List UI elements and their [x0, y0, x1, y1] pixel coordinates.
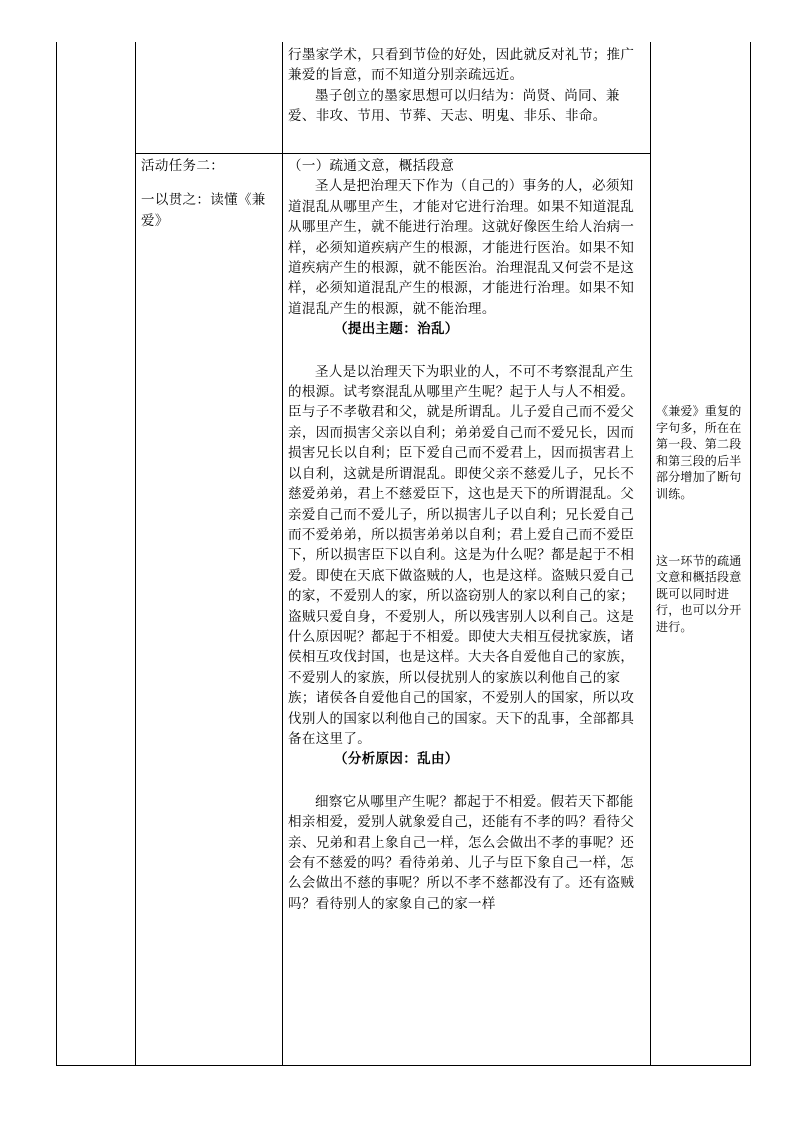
row2-notes-cell: [656, 403, 748, 636]
section-heading: （一）疏通文意，概括段意: [288, 158, 455, 174]
paragraph-2: 圣人是以治理天下为职业的人，不可不考察混乱产生的根源。试考察混乱从哪里产生呢？起于人与人不相爱。臣与子不孝敬君和父，就是所谓乱。儿子爱自己而不爱父亲，因而损害父亲以自利；弟弟爱自己而不爱兄长，因而损害兄长以自利；臣下爱自己而不爱君上，因而损害君上以自利，这就是所谓混乱。即使父亲不慈爱儿子，兄长不慈爱弟弟，君上不慈爱臣下，这也是天下的所谓混乱。父亲爱自己而不爱儿子，所以损害儿子以自利；兄长爱自己而不爱弟弟，所以损害弟弟以自利；君上爱自己而不爱臣下，所以损害臣下以自利。这是为什么呢？都是起于不相爱。即使在天底下做盗贼的人，也是这样。盗贼只爱自己的家，不爱别人的家，所以盗窃别人的家以利自己的家；盗贼只爱自身，不爱别人，所以残害别人以利自己。这是什么原因呢？都起于不相爱。即使大夫相互侵扰家族，诸侯相互攻伐封国，也是这样。大夫各自爱他自己的家族，不爱别人的家族，所以侵扰别人的家族以利他自己的家族；诸侯各自爱他自己的国家，不爱别人的国家，所以攻伐别人的国家以利他自己的国家。天下的乱事，全部都具备在这里了。: [288, 363, 635, 747]
lesson-plan-table: [56, 42, 751, 1066]
theme-heading-2: （分析原因：乱由）: [334, 751, 459, 768]
row1-continued-text: 行墨家学术，只看到节俭的好处，因此就反对礼节；推广兼爱的旨意，而不知道分别亲疏远近。: [288, 47, 635, 84]
row-divider: [135, 153, 651, 154]
note-punctuation-training: 《兼爱》重复的字句多，所在在第一段、第二段和第三段的后半部分增加了断句训练。: [656, 404, 742, 501]
activity-title: 一以贯之：读懂《兼爱》: [141, 192, 266, 229]
note-activity-timing: 这一环节的疏通文意和概括段意既可以同时进行，也可以分开进行。: [656, 553, 742, 634]
column-divider: [135, 42, 136, 1065]
row2-content-cell: [288, 156, 646, 914]
paragraph-1: 圣人是把治理天下作为（自己的）事务的人，必须知道混乱从哪里产生，才能对它进行治理。如果不知道混乱从哪里产生，就不能进行治理。这就好像医生给人治病一样，必须知道疾病产生的根源，才能进行医治。如果不知道疾病产生的根源，就不能医治。治理混乱又何尝不是这样，必须知道混乱产生的根源，才能进行治理。如果不知道混乱产生的根源，就不能治理。: [288, 178, 635, 317]
row1-summary: 墨子创立的墨家思想可以归结为：尚贤、尚同、兼爱、非攻、节用、节葬、天志、明鬼、非乐、非命。: [288, 87, 620, 125]
theme-heading-1: （提出主题：治乱）: [334, 321, 459, 338]
row2-activity-cell: [141, 156, 279, 231]
column-divider: [650, 42, 651, 1065]
row1-content-cell: [288, 45, 646, 127]
column-divider: [282, 42, 283, 1065]
paragraph-3: 细察它从哪里产生呢？都起于不相爱。假若天下都能相亲相爱，爱别人就象爱自己，还能有不孝的吗？看待父亲、兄弟和君上象自己一样，怎么会做出不孝的事呢？还会有不慈爱的吗？看待弟弟、儿子与臣下象自己一样，怎么会做出不慈的事呢？所以不孝不慈都没有了。还有盗贼吗？看待别人的家象自己的家一样: [288, 793, 635, 912]
activity-label: 活动任务二：: [141, 158, 225, 174]
